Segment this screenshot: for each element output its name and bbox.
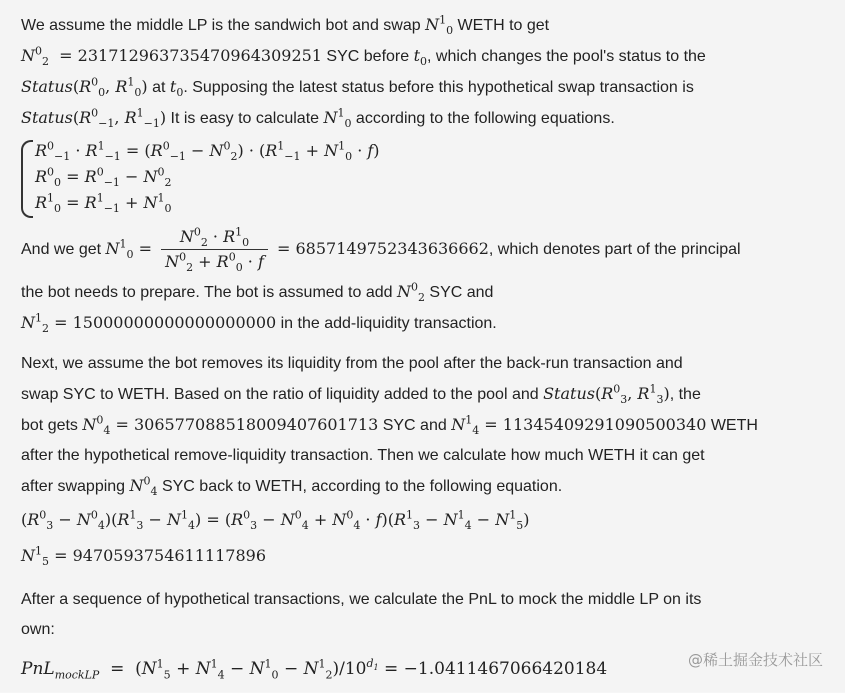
p2-text5: in the add-liquidity transaction. — [276, 315, 497, 332]
n4-1-value: 11345409291090500340 — [502, 415, 707, 434]
p3-line2: swap SYC to WETH. Based on the ratio of liquidity added to the pool and $Status(R^0_3$, $R^1_3$), the — [21, 382, 701, 407]
p2-text4: SYC and — [424, 284, 494, 301]
pnl-equation: $PnL_{mockLP} = (N^1_5 + N^1_4 - N^1_0 - N^1_2)/10^{d_1} = -1.0411467066420184$ — [21, 657, 608, 682]
p2-text2: , which denotes part of the principal — [488, 241, 741, 258]
swap-equation: $(R^0_3 - N^0_4)(R^1_3 - N^1_4) = (R^0_3 - N^0_4 + N^0_4 \cdot f)(R^1_3 - N^1_4 - N^1_5)$ — [21, 508, 530, 533]
p3-line1: Next, we assume the bot removes its liquidity from the pool after the back-run transaction and — [21, 355, 683, 372]
p2-text1: And we get — [21, 241, 106, 258]
n2-0-value: 231712963735470964309251 — [77, 46, 322, 65]
fraction: $\frac{N^0_2 \cdot R^1_0}{N^0_2 + R^0_0 \cdot f}$ — [161, 225, 268, 274]
p1-text6: . Supposing the latest status before this hypothetical swap transaction is — [183, 79, 694, 96]
n0-1-value: 6857149752343636662 — [295, 239, 489, 258]
n5-1-value: 9470593754611117896 — [72, 546, 266, 565]
p2-line1: And we get $N^1_0$ = $\frac{N^0_2 \cdot R^1_0}{N^0_2 + R^0_0 \cdot f}$ = 6857149752343636662, which denotes part of the principal — [21, 225, 741, 275]
p3-text2a: swap SYC to WETH. Based on the ratio of liquidity added to the pool and — [21, 386, 544, 403]
p2-text3: the bot needs to prepare. The bot is assumed to add — [21, 284, 397, 301]
equation-system: $R^0_{-1} \cdot R^1_{-1} = (R^0_{-1} - N^0_2) \cdot (R^1_{-1} + N^1_0 \cdot f)$ $R^0_0 = R^0_{-1} - N^0_2$ $R^1_0 = R^1_{-1} + N^1_0$ — [21, 138, 831, 216]
p4-line1: After a sequence of hypothetical transactions, we calculate the PnL to mock the middle LP on its — [21, 591, 702, 608]
n2-1-value: 15000000000000000000 — [72, 313, 277, 332]
p4-line2: own: — [21, 621, 55, 638]
p1-text3: SYC before — [321, 48, 414, 65]
watermark: @稀土掘金技术社区 — [687, 651, 823, 669]
p3-text3b: SYC and — [378, 417, 452, 434]
p1-line1: We assume the middle LP is the sandwich bot and swap $N^1_0$ WETH to get — [21, 13, 550, 38]
pnl-value: −1.0411467066420184 — [403, 659, 608, 679]
p3-text2b: , the — [669, 386, 701, 403]
p3-line3: bot gets $N^0_4 = 306577088518009407601713$ SYC and $N^1_4 = 11345409291090500340$ WETH — [21, 413, 758, 438]
p1-text1: We assume the middle LP is the sandwich bot and swap — [21, 17, 426, 34]
p3-line4: after the hypothetical remove-liquidity transaction. Then we calculate how much WETH it can get — [21, 447, 705, 464]
p3-text5b: SYC back to WETH, according to the following equation. — [157, 478, 563, 495]
p1-line3: $Status(R^0_0$, $R^1_0$) at $t_0$. Supposing the latest status before this hypothetical swap transaction is — [21, 75, 694, 100]
p2-line2: the bot needs to prepare. The bot is assumed to add $N^0_2$ SYC and — [21, 280, 494, 305]
brace — [21, 140, 33, 218]
p3-line5: after swapping $N^0_4$ SYC back to WETH, according to the following equation. — [21, 474, 563, 499]
p1-line2: $N^0_2 = 231712963735470964309251$ SYC before $t_0$, which changes the pool's status to the — [21, 44, 706, 69]
p1-text2: WETH to get — [453, 17, 550, 34]
n5-line: $N^1_5 = 9470593754611117896$ — [21, 544, 266, 569]
p1-text5: at — [147, 79, 170, 96]
p3-text3c: WETH — [706, 417, 758, 434]
n4-0-value: 306577088518009407601713 — [133, 415, 379, 434]
p1-text7: It is easy to calculate — [166, 110, 324, 127]
p2-line3: $N^1_2 = 15000000000000000000$ in the add-liquidity transaction. — [21, 311, 497, 336]
p3-text5a: after swapping — [21, 478, 130, 495]
p1-line4: $Status(R^0_{-1}$, $R^1_{-1}$) It is easy to calculate $N^1_0$ according to the following equations. — [21, 106, 615, 131]
p1-text4: , which changes the pool's status to the — [427, 48, 706, 65]
p1-text8: according to the following equations. — [351, 110, 615, 127]
p3-text3a: bot gets — [21, 417, 83, 434]
